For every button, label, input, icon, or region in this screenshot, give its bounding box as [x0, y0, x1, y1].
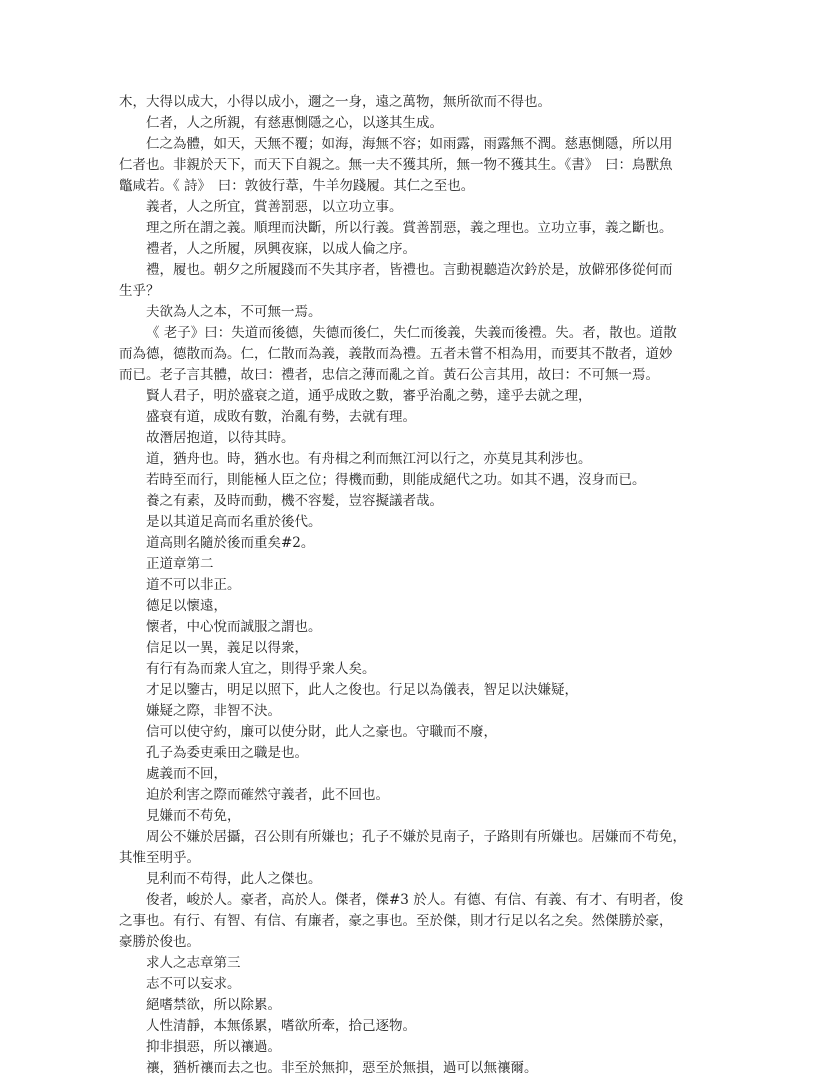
- text-line: 信可以使守約，廉可以使分財，此人之豪也。守職而不廢，: [146, 724, 497, 740]
- text-line: 禳，猶析禳而去之也。非至於無抑，惡至於無損，過可以無禳爾。: [146, 1060, 538, 1076]
- text-line: 養之有素，及時而動，機不容髮，豈容擬議者哉。: [146, 493, 443, 509]
- document-page: [119, 92, 711, 1079]
- text-line: 而已。老子言其體，故曰：禮者，忠信之薄而亂之首。黃石公言其用，故曰：不可無一焉。: [119, 367, 659, 383]
- text-line: 若時至而行，則能極人臣之位；得機而動，則能成絕代之功。如其不遇，沒身而已。: [146, 472, 646, 488]
- text-line: 夫欲為人之本，不可無一焉。: [146, 304, 322, 320]
- text-line: 仁者，人之所親，有慈惠惻隱之心，以遂其生成。: [146, 115, 443, 131]
- text-line: 才足以鑒古，明足以照下，此人之俊也。行足以為儀表，智足以決嫌疑，: [146, 682, 578, 698]
- text-line: 是以其道足高而名重於後代。: [146, 514, 322, 530]
- text-line: 正道章第二: [146, 556, 214, 572]
- text-line: 禮者，人之所履，夙興夜寐，以成人倫之序。: [146, 241, 416, 257]
- text-line: 人性清靜，本無係累，嗜欲所牽，拾己逐物。: [146, 1018, 416, 1034]
- text-line: 求人之志章第三: [146, 955, 241, 971]
- text-line: 賢人君子，明於盛衰之道，通乎成敗之數，審乎治亂之勢，達乎去就之理，: [146, 388, 592, 404]
- text-line: 道，猶舟也。時，猶水也。有舟楫之利而無江河以行之，亦莫見其利涉也。: [146, 451, 592, 467]
- text-line: 見嫌而不苟免，: [146, 808, 241, 824]
- text-line: 俊者，峻於人。豪者，高於人。傑者，傑#3 於人。有德、有信、有義、有才、有明者，俊: [146, 892, 684, 908]
- text-line: 木，大得以成大，小得以成小，邇之一身，遠之萬物，無所欲而不得也。: [119, 94, 551, 110]
- text-line: 仁者也。非親於天下，而天下自親之。無一夫不獲其所，無一物不獲其生。《書》 曰：鳥獸魚: [119, 157, 673, 173]
- text-line: 之事也。有行、有智、有信、有廉者，豪之事也。至於傑，則才行足以名之矣。然傑勝於豪，: [119, 913, 673, 929]
- text-line: 仁之為體，如天，天無不覆；如海，海無不容；如雨露，雨露無不潤。慈惠惻隱，所以用: [146, 136, 673, 152]
- text-line: 理之所在謂之義。順理而決斷，所以行義。賞善罰惡，義之理也。立功立事，義之斷也。: [146, 220, 673, 236]
- text-line: 志不可以妄求。: [146, 976, 241, 992]
- text-line: 盛衰有道，成敗有數，治亂有勢，去就有理。: [146, 409, 416, 425]
- text-line: 故潛居抱道，以待其時。: [146, 430, 295, 446]
- text-line: 迫於利害之際而確然守義者，此不回也。: [146, 787, 389, 803]
- text-line: 有行有為而衆人宜之，則得乎衆人矣。: [146, 661, 376, 677]
- text-line: 嫌疑之際，非智不決。: [146, 703, 281, 719]
- text-line: 周公不嫌於居攝，召公則有所嫌也；孔子不嫌於見南子，子路則有所嫌也。居嫌而不苟免，: [146, 829, 686, 845]
- text-line: 道不可以非正。: [146, 577, 241, 593]
- text-line: 《 老子》曰：失道而後德，失德而後仁，失仁而後義，失義而後禮。失。者，散也。道散: [146, 325, 677, 341]
- text-line: 德足以懷遠，: [146, 598, 227, 614]
- text-line: 懷者，中心悅而誠服之謂也。: [146, 619, 322, 635]
- text-line: 義者，人之所宜，賞善罰惡，以立功立事。: [146, 199, 403, 215]
- text-line: 豪勝於俊也。: [119, 934, 200, 950]
- text-line: 抑非損惡，所以禳過。: [146, 1039, 281, 1055]
- text-line: 道高則名隨於後而重矣#2。: [146, 535, 315, 551]
- text-line: 信足以一異，義足以得衆，: [146, 640, 308, 656]
- text-line: 鼈咸若。《 詩》 曰：敦彼行葦，牛羊勿踐履。其仁之至也。: [119, 178, 475, 194]
- text-line: 絕嗜禁欲，所以除累。: [146, 997, 281, 1013]
- text-line: 生乎？: [119, 283, 160, 299]
- text-line: 處義而不回，: [146, 766, 227, 782]
- text-line: 而為德，德散而為。仁，仁散而為義，義散而為禮。五者未嘗不相為用，而要其不散者，道妙: [119, 346, 673, 362]
- text-line: 禮，履也。朝夕之所履踐而不失其序者，皆禮也。言動視聽造次鈐於是，放僻邪侈從何而: [146, 262, 673, 278]
- text-line: 其惟至明乎。: [119, 850, 200, 866]
- text-line: 孔子為委吏乘田之職是也。: [146, 745, 308, 761]
- text-line: 見利而不苟得，此人之傑也。: [146, 871, 322, 887]
